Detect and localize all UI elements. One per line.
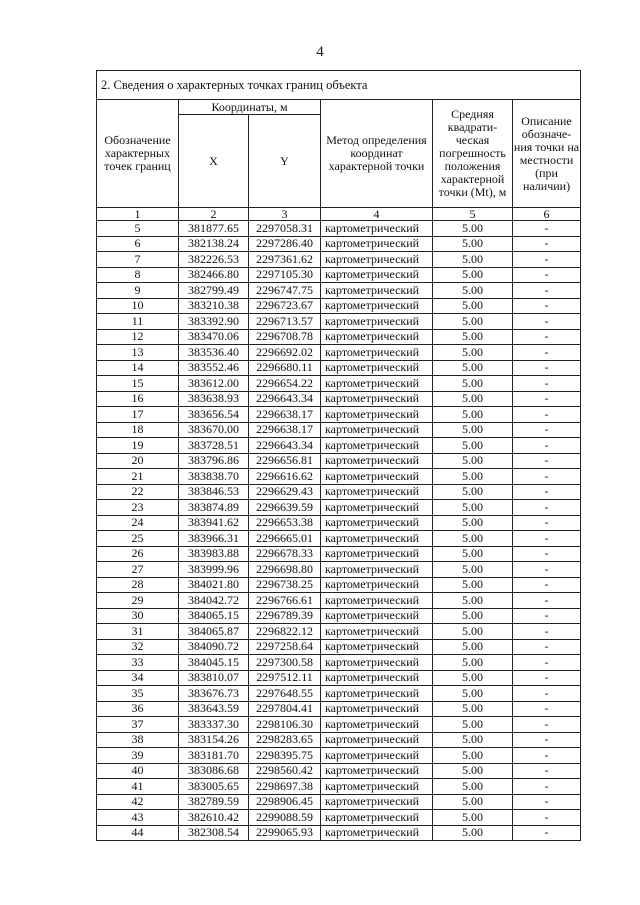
error-cell: 5.00 [433,531,513,547]
x-coordinate-cell: 383838.70 [179,469,249,485]
point-number-cell: 43 [97,810,179,826]
x-coordinate-cell: 384042.72 [179,593,249,609]
table-row [97,593,581,609]
description-cell: - [513,515,581,531]
point-number-cell: 32 [97,639,179,655]
method-cell: картометрический [321,794,433,810]
description-cell: - [513,407,581,423]
y-coordinate-cell: 2296723.67 [249,298,321,314]
error-cell: 5.00 [433,624,513,640]
error-cell: 5.00 [433,314,513,330]
header-method: Метод определения координат характерной точки [321,100,433,208]
error-cell: 5.00 [433,298,513,314]
table-row [97,500,581,516]
error-cell: 5.00 [433,267,513,283]
y-coordinate-cell: 2298697.38 [249,779,321,795]
column-number: 4 [321,208,433,221]
method-cell: картометрический [321,360,433,376]
description-cell: - [513,608,581,624]
error-cell: 5.00 [433,469,513,485]
x-coordinate-cell: 383181.70 [179,748,249,764]
method-cell: картометрический [321,422,433,438]
description-cell: - [513,779,581,795]
error-cell: 5.00 [433,748,513,764]
method-cell: картометрический [321,531,433,547]
y-coordinate-cell: 2299065.93 [249,825,321,841]
x-coordinate-cell: 384090.72 [179,639,249,655]
table-row [97,810,581,826]
table-row [97,655,581,671]
description-cell: - [513,267,581,283]
table-row [97,360,581,376]
description-cell: - [513,484,581,500]
x-coordinate-cell: 383846.53 [179,484,249,500]
x-coordinate-cell: 383670.00 [179,422,249,438]
point-number-cell: 8 [97,267,179,283]
method-cell: картометрический [321,500,433,516]
table-row [97,515,581,531]
point-number-cell: 24 [97,515,179,531]
method-cell: картометрический [321,515,433,531]
method-cell: картометрический [321,314,433,330]
column-number: 3 [249,208,321,221]
y-coordinate-cell: 2297258.64 [249,639,321,655]
method-cell: картометрический [321,701,433,717]
y-coordinate-cell: 2296638.17 [249,407,321,423]
description-cell: - [513,252,581,268]
x-coordinate-cell: 383210.38 [179,298,249,314]
y-coordinate-cell: 2298106.30 [249,717,321,733]
table-row [97,484,581,500]
point-number-cell: 7 [97,252,179,268]
method-cell: картометрический [321,562,433,578]
point-number-cell: 35 [97,686,179,702]
table-row [97,391,581,407]
table-row [97,794,581,810]
method-cell: картометрический [321,221,433,237]
description-cell: - [513,701,581,717]
error-cell: 5.00 [433,779,513,795]
y-coordinate-cell: 2296643.34 [249,438,321,454]
description-cell: - [513,732,581,748]
point-number-cell: 28 [97,577,179,593]
method-cell: картометрический [321,655,433,671]
table-row [97,453,581,469]
method-cell: картометрический [321,469,433,485]
method-cell: картометрический [321,267,433,283]
point-number-cell: 42 [97,794,179,810]
description-cell: - [513,469,581,485]
header-designation: Обозначение характерных точек границ [97,100,179,208]
table-row [97,732,581,748]
y-coordinate-cell: 2297648.55 [249,686,321,702]
y-coordinate-cell: 2296766.61 [249,593,321,609]
table-row [97,577,581,593]
method-cell: картометрический [321,391,433,407]
table-row [97,298,581,314]
x-coordinate-cell: 383874.89 [179,500,249,516]
y-coordinate-cell: 2297804.41 [249,701,321,717]
point-number-cell: 9 [97,283,179,299]
point-number-cell: 19 [97,438,179,454]
y-coordinate-cell: 2296747.75 [249,283,321,299]
table-row [97,670,581,686]
error-cell: 5.00 [433,717,513,733]
table-row [97,717,581,733]
method-cell: картометрический [321,763,433,779]
y-coordinate-cell: 2296654.22 [249,376,321,392]
point-number-cell: 6 [97,236,179,252]
method-cell: картометрический [321,484,433,500]
error-cell: 5.00 [433,670,513,686]
y-coordinate-cell: 2296692.02 [249,345,321,361]
error-cell: 5.00 [433,236,513,252]
x-coordinate-cell: 383086.68 [179,763,249,779]
error-cell: 5.00 [433,484,513,500]
point-number-cell: 25 [97,531,179,547]
method-cell: картометрический [321,670,433,686]
point-number-cell: 10 [97,298,179,314]
method-cell: картометрический [321,748,433,764]
table-row [97,748,581,764]
point-number-cell: 38 [97,732,179,748]
point-number-cell: 37 [97,717,179,733]
y-coordinate-cell: 2296643.34 [249,391,321,407]
y-coordinate-cell: 2296708.78 [249,329,321,345]
y-coordinate-cell: 2297286.40 [249,236,321,252]
y-coordinate-cell: 2297300.58 [249,655,321,671]
description-cell: - [513,422,581,438]
table-row [97,608,581,624]
x-coordinate-cell: 383337.30 [179,717,249,733]
point-number-cell: 12 [97,329,179,345]
x-coordinate-cell: 383638.93 [179,391,249,407]
description-cell: - [513,283,581,299]
error-cell: 5.00 [433,655,513,671]
error-cell: 5.00 [433,407,513,423]
method-cell: картометрический [321,810,433,826]
method-cell: картометрический [321,779,433,795]
table-row [97,763,581,779]
y-coordinate-cell: 2296822.12 [249,624,321,640]
error-cell: 5.00 [433,701,513,717]
table-row [97,236,581,252]
table-row [97,624,581,640]
error-cell: 5.00 [433,546,513,562]
y-coordinate-cell: 2296713.57 [249,314,321,330]
x-coordinate-cell: 382138.24 [179,236,249,252]
y-coordinate-cell: 2297105.30 [249,267,321,283]
error-cell: 5.00 [433,763,513,779]
y-coordinate-cell: 2297512.11 [249,670,321,686]
point-number-cell: 33 [97,655,179,671]
point-number-cell: 23 [97,500,179,516]
error-cell: 5.00 [433,500,513,516]
x-coordinate-cell: 382466.80 [179,267,249,283]
point-number-cell: 16 [97,391,179,407]
description-cell: - [513,314,581,330]
error-cell: 5.00 [433,391,513,407]
description-cell: - [513,500,581,516]
description-cell: - [513,763,581,779]
y-coordinate-cell: 2297361.62 [249,252,321,268]
y-coordinate-cell: 2296616.62 [249,469,321,485]
table-row [97,546,581,562]
error-cell: 5.00 [433,732,513,748]
x-coordinate-cell: 383676.73 [179,686,249,702]
y-coordinate-cell: 2298560.42 [249,763,321,779]
description-cell: - [513,577,581,593]
header-description: Описание обозначе-ния точки на местности (при наличии) [513,100,581,208]
description-cell: - [513,221,581,237]
method-cell: картометрический [321,376,433,392]
description-cell: - [513,298,581,314]
method-cell: картометрический [321,825,433,841]
column-number: 6 [513,208,581,221]
header-error: Средняя квадрати-ческая погрешность положения характерной точки (Mt), м [433,100,513,208]
boundary-points-table [96,70,581,841]
x-coordinate-cell: 383810.07 [179,670,249,686]
description-cell: - [513,655,581,671]
table-row [97,469,581,485]
description-cell: - [513,329,581,345]
x-coordinate-cell: 381877.65 [179,221,249,237]
x-coordinate-cell: 382610.42 [179,810,249,826]
x-coordinate-cell: 383536.40 [179,345,249,361]
point-number-cell: 44 [97,825,179,841]
method-cell: картометрический [321,546,433,562]
x-coordinate-cell: 383999.96 [179,562,249,578]
method-cell: картометрический [321,438,433,454]
y-coordinate-cell: 2296680.11 [249,360,321,376]
table-row [97,422,581,438]
x-coordinate-cell: 382799.49 [179,283,249,299]
method-cell: картометрический [321,345,433,361]
column-number: 2 [179,208,249,221]
description-cell: - [513,236,581,252]
x-coordinate-cell: 383941.62 [179,515,249,531]
x-coordinate-cell: 382308.54 [179,825,249,841]
header-x: X [179,115,249,208]
method-cell: картометрический [321,407,433,423]
error-cell: 5.00 [433,438,513,454]
table-row [97,267,581,283]
description-cell: - [513,593,581,609]
description-cell: - [513,748,581,764]
x-coordinate-cell: 384065.15 [179,608,249,624]
error-cell: 5.00 [433,221,513,237]
table-row [97,252,581,268]
error-cell: 5.00 [433,515,513,531]
point-number-cell: 40 [97,763,179,779]
point-number-cell: 21 [97,469,179,485]
y-coordinate-cell: 2296789.39 [249,608,321,624]
x-coordinate-cell: 383643.59 [179,701,249,717]
description-cell: - [513,794,581,810]
y-coordinate-cell: 2296653.38 [249,515,321,531]
column-numbers-row [97,208,581,221]
point-number-cell: 34 [97,670,179,686]
description-cell: - [513,438,581,454]
table-row [97,376,581,392]
y-coordinate-cell: 2298395.75 [249,748,321,764]
point-number-cell: 30 [97,608,179,624]
y-coordinate-cell: 2296698.80 [249,562,321,578]
column-number: 1 [97,208,179,221]
description-cell: - [513,624,581,640]
x-coordinate-cell: 384065.87 [179,624,249,640]
y-coordinate-cell: 2299088.59 [249,810,321,826]
x-coordinate-cell: 382226.53 [179,252,249,268]
error-cell: 5.00 [433,283,513,299]
y-coordinate-cell: 2296638.17 [249,422,321,438]
point-number-cell: 18 [97,422,179,438]
method-cell: картометрический [321,732,433,748]
x-coordinate-cell: 383966.31 [179,531,249,547]
description-cell: - [513,562,581,578]
error-cell: 5.00 [433,825,513,841]
table-row [97,407,581,423]
point-number-cell: 5 [97,221,179,237]
x-coordinate-cell: 383796.86 [179,453,249,469]
x-coordinate-cell: 383470.06 [179,329,249,345]
point-number-cell: 17 [97,407,179,423]
description-cell: - [513,639,581,655]
method-cell: картометрический [321,686,433,702]
description-cell: - [513,376,581,392]
table-row [97,639,581,655]
error-cell: 5.00 [433,360,513,376]
error-cell: 5.00 [433,376,513,392]
x-coordinate-cell: 383612.00 [179,376,249,392]
error-cell: 5.00 [433,810,513,826]
error-cell: 5.00 [433,577,513,593]
column-number: 5 [433,208,513,221]
table-row [97,531,581,547]
point-number-cell: 14 [97,360,179,376]
x-coordinate-cell: 383154.26 [179,732,249,748]
error-cell: 5.00 [433,453,513,469]
y-coordinate-cell: 2296738.25 [249,577,321,593]
description-cell: - [513,810,581,826]
method-cell: картометрический [321,252,433,268]
y-coordinate-cell: 2297058.31 [249,221,321,237]
y-coordinate-cell: 2296639.59 [249,500,321,516]
point-number-cell: 41 [97,779,179,795]
method-cell: картометрический [321,453,433,469]
table-row [97,329,581,345]
point-number-cell: 36 [97,701,179,717]
x-coordinate-cell: 384021.80 [179,577,249,593]
table-row [97,779,581,795]
section-title: 2. Сведения о характерных точках границ объекта [97,71,581,100]
point-number-cell: 31 [97,624,179,640]
method-cell: картометрический [321,577,433,593]
error-cell: 5.00 [433,252,513,268]
description-cell: - [513,546,581,562]
y-coordinate-cell: 2296665.01 [249,531,321,547]
description-cell: - [513,360,581,376]
error-cell: 5.00 [433,608,513,624]
x-coordinate-cell: 383728.51 [179,438,249,454]
error-cell: 5.00 [433,345,513,361]
x-coordinate-cell: 383552.46 [179,360,249,376]
y-coordinate-cell: 2298906.45 [249,794,321,810]
table-row [97,562,581,578]
x-coordinate-cell: 383983.88 [179,546,249,562]
method-cell: картометрический [321,608,433,624]
description-cell: - [513,717,581,733]
method-cell: картометрический [321,283,433,299]
method-cell: картометрический [321,593,433,609]
description-cell: - [513,670,581,686]
table-row [97,686,581,702]
method-cell: картометрический [321,329,433,345]
point-number-cell: 39 [97,748,179,764]
point-number-cell: 13 [97,345,179,361]
y-coordinate-cell: 2298283.65 [249,732,321,748]
point-number-cell: 11 [97,314,179,330]
header-coordinates: Координаты, м [179,100,321,115]
x-coordinate-cell: 383392.90 [179,314,249,330]
error-cell: 5.00 [433,329,513,345]
description-cell: - [513,531,581,547]
point-number-cell: 26 [97,546,179,562]
table-row [97,283,581,299]
y-coordinate-cell: 2296656.81 [249,453,321,469]
error-cell: 5.00 [433,686,513,702]
error-cell: 5.00 [433,639,513,655]
point-number-cell: 22 [97,484,179,500]
point-number-cell: 29 [97,593,179,609]
x-coordinate-cell: 383656.54 [179,407,249,423]
table-row [97,221,581,237]
table-row [97,438,581,454]
description-cell: - [513,391,581,407]
x-coordinate-cell: 384045.15 [179,655,249,671]
table-row [97,825,581,841]
table-row [97,701,581,717]
header-y: Y [249,115,321,208]
method-cell: картометрический [321,624,433,640]
y-coordinate-cell: 2296629.43 [249,484,321,500]
description-cell: - [513,453,581,469]
method-cell: картометрический [321,717,433,733]
error-cell: 5.00 [433,422,513,438]
method-cell: картометрический [321,236,433,252]
table-row [97,314,581,330]
description-cell: - [513,825,581,841]
y-coordinate-cell: 2296678.33 [249,546,321,562]
description-cell: - [513,345,581,361]
x-coordinate-cell: 383005.65 [179,779,249,795]
method-cell: картометрический [321,639,433,655]
table-row [97,345,581,361]
point-number-cell: 15 [97,376,179,392]
error-cell: 5.00 [433,562,513,578]
error-cell: 5.00 [433,593,513,609]
page-number: 4 [316,44,324,60]
method-cell: картометрический [321,298,433,314]
description-cell: - [513,686,581,702]
point-number-cell: 20 [97,453,179,469]
point-number-cell: 27 [97,562,179,578]
x-coordinate-cell: 382789.59 [179,794,249,810]
error-cell: 5.00 [433,794,513,810]
